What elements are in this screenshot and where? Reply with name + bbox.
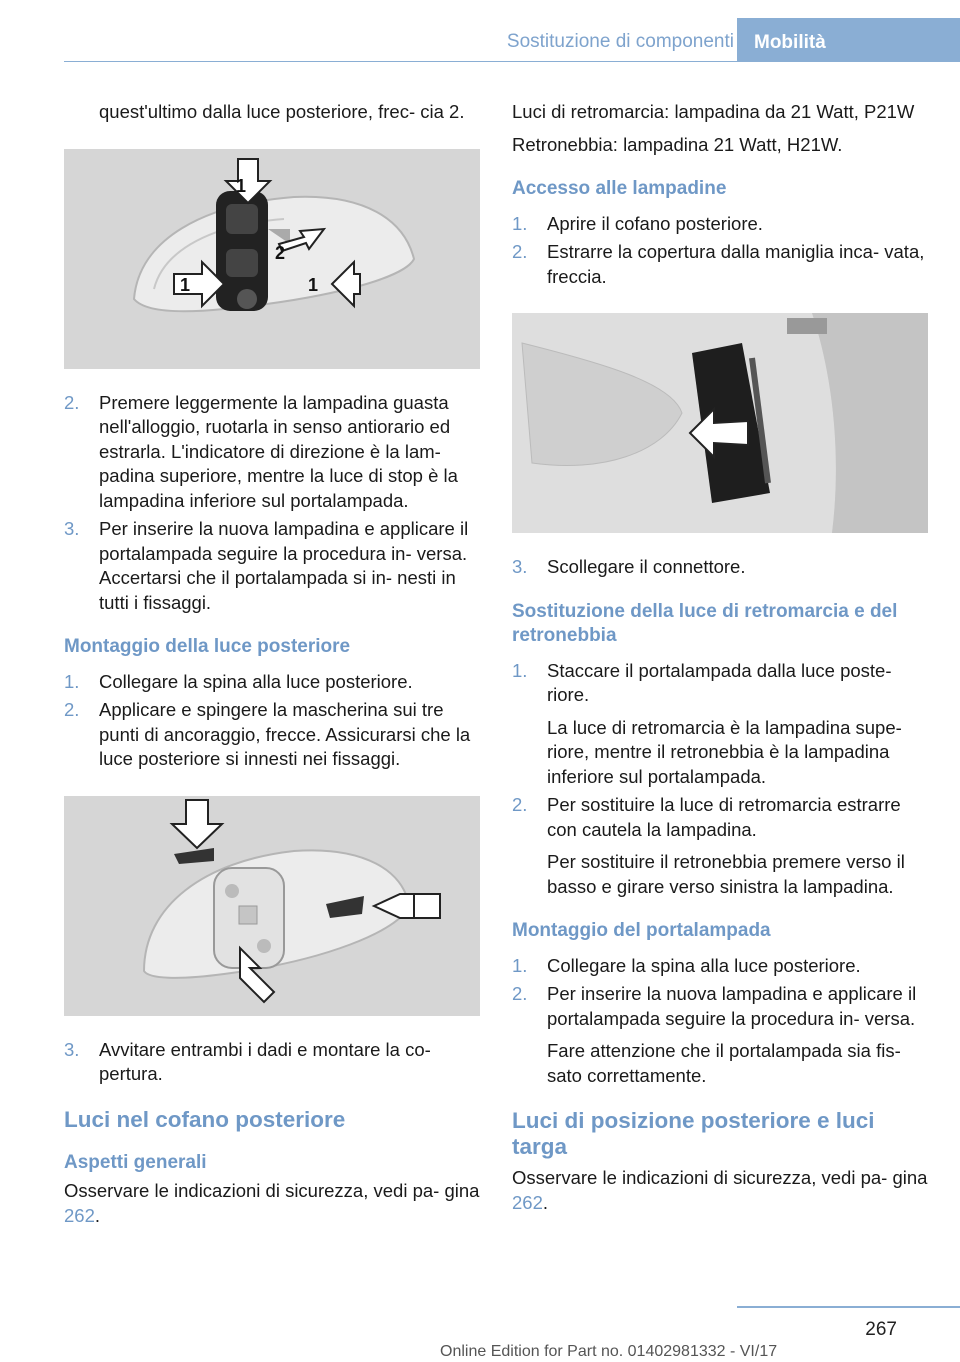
- general-text-body: Osservare le indicazioni di sicurezza, vedi pa‐ gina: [64, 1180, 480, 1201]
- heading-replace-reverse-fog: Sostituzione della luce di retromarcia e del retronebbia: [512, 600, 898, 646]
- fig1-label-1-right: 1: [308, 274, 319, 295]
- figure-taillight-bulb-holder: [64, 149, 480, 369]
- step-item: [512, 793, 930, 899]
- step-number: 1.: [512, 659, 528, 681]
- step-number: 3.: [512, 556, 528, 577]
- step-text: Scollegare il connettore.: [547, 556, 746, 577]
- step-item: [512, 240, 930, 289]
- fig1-label-1-left: 1: [180, 274, 191, 295]
- step-number: 3.: [64, 1038, 80, 1060]
- step-text: Per sostituire la luce di retromarcia estrarre con cautela la lampadina.: [547, 794, 901, 840]
- intro-text: quest'ultimo dalla luce posteriore, frec‐ cia 2.: [99, 101, 465, 122]
- step-number: 1.: [512, 212, 528, 234]
- step-item: [64, 670, 482, 695]
- step-item: [512, 954, 930, 979]
- page-link[interactable]: 262: [512, 1191, 543, 1213]
- step-number: 3.: [64, 518, 80, 539]
- figure-taillight-mask-arrows: [64, 796, 480, 1016]
- step-number: 1.: [64, 670, 80, 692]
- fig1-label-2: 2: [275, 242, 286, 263]
- step-text: Aprire il cofano posteriore.: [547, 212, 763, 234]
- step-item: [64, 391, 482, 514]
- position-text-body: Osservare le indicazioni di sicurezza, vedi pa‐ gina: [512, 1167, 928, 1188]
- step-number: 2.: [512, 241, 528, 262]
- step-item: [512, 212, 930, 237]
- step-text: Avvitare entrambi i dadi e montare la co‐ pertura.: [99, 1038, 431, 1084]
- page-link[interactable]: 262: [64, 1204, 95, 1226]
- step-number: 2.: [64, 391, 80, 413]
- step-item: [512, 555, 930, 580]
- position-text: [512, 1166, 930, 1215]
- figure-trunk-cover-handle: [512, 313, 928, 533]
- step-text: Per inserire la nuova lampadina e applicare il portalampada seguire la procedura in‐ versa. Accertarsi che il portalampada si in‐ nesti in tutti i fissaggi.: [99, 518, 469, 613]
- step-number: 1.: [512, 954, 528, 976]
- fog-light-text: Retronebbia: lampadina 21 Watt, H21W.: [512, 133, 843, 155]
- step-text: Per inserire la nuova lampadina e applicare il portalampada seguire la procedura in‐ versa.: [547, 983, 917, 1029]
- step-text: Collegare la spina alla luce posteriore.: [99, 670, 413, 692]
- general-text: [64, 1179, 482, 1228]
- general-text-end: .: [94, 1204, 101, 1226]
- position-text-end: .: [542, 1191, 549, 1213]
- heading-mount-holder: Montaggio del portalampada: [512, 920, 771, 941]
- step-text: Staccare il portalampada dalla luce poste‐ riore.: [547, 659, 892, 705]
- step-text: Premere leggermente la lampadina guasta nell'alloggio, ruotarla in senso antiorario ed estrarla. L'indicatore di direzione è la lam‐ padina superiore, mentre la luce di stop è la lampadina inferiore sul portalampada.: [99, 391, 458, 511]
- heading-general-aspects: Aspetti generali: [64, 1151, 207, 1173]
- heading-position-plate-lights: Luci di posizione posteriore e luci targa: [512, 1108, 875, 1159]
- footer-rule: [737, 1306, 960, 1308]
- step-item: [64, 698, 482, 772]
- step-subtext: Per sostituire il retronebbia premere verso il basso e girare verso sinistra la lampadina.: [547, 851, 905, 897]
- page-number: 267: [865, 1319, 897, 1340]
- page-header: [0, 0, 960, 62]
- heading-trunk-lights: Luci nel cofano posteriore: [64, 1106, 346, 1132]
- step-item: [512, 982, 930, 1088]
- fig1-label-1-top: 1: [236, 175, 247, 196]
- step-number: 2.: [512, 794, 528, 815]
- reverse-light-text: Luci di retromarcia: lampadina da 21 Watt, P21W: [512, 101, 915, 122]
- step-text: Collegare la spina alla luce posteriore.: [547, 954, 861, 976]
- step-number: 2.: [64, 699, 80, 720]
- step-text: Applicare e spingere la mascherina sui tre punti di ancoraggio, frecce. Assicurarsi che la luce posteriore si innesti nei fissaggi.: [99, 699, 471, 769]
- step-subtext: La luce di retromarcia è la lampadina supe‐ riore, mentre il retronebbia è la lampadina inferiore sul portalampada.: [547, 716, 902, 787]
- header-rule: [64, 61, 737, 62]
- heading-mount-taillight: Montaggio della luce posteriore: [64, 636, 351, 657]
- step-number: 2.: [512, 983, 528, 1004]
- step-item: [64, 517, 482, 615]
- step-item: [64, 1038, 482, 1087]
- left-column: [64, 100, 482, 1228]
- step-subtext: Fare attenzione che il portalampada sia fis‐ sato correttamente.: [547, 1040, 901, 1086]
- step-text: Estrarre la copertura dalla maniglia inca‐ vata, freccia.: [547, 241, 925, 287]
- heading-bulb-access: Accesso alle lampadine: [512, 178, 727, 199]
- right-column: [512, 100, 930, 1215]
- section-title: Sostituzione di componenti: [506, 31, 734, 52]
- chapter-tab: Mobilità: [737, 18, 960, 62]
- step-item: [512, 659, 930, 790]
- edition-text: Online Edition for Part no. 01402981332 - VI/17: [440, 1343, 778, 1360]
